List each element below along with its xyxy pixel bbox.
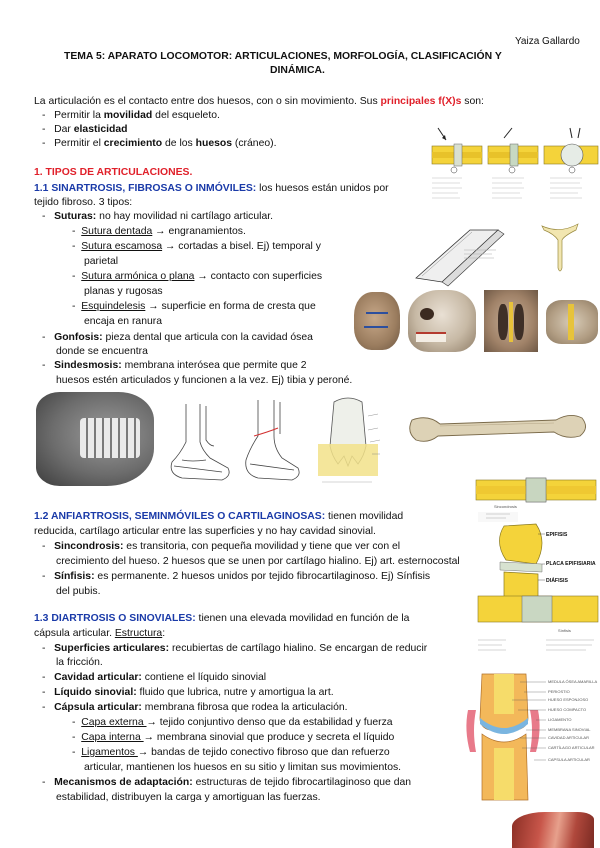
- sinartrosis-line2: tejido fibroso. 3 tipos:: [34, 197, 133, 208]
- capsula-item: - Cápsula articular: membrana fibrosa que rodea la articulación.: [42, 702, 348, 713]
- synovial-joint-diagram: [462, 674, 600, 800]
- sincondrosis-caption: Sincondrosis: [494, 504, 517, 509]
- label-hueso-compacto: HUESO COMPACTO: [548, 707, 587, 712]
- intro-item-1: - Permitir la movilidad del esqueleto.: [42, 110, 220, 121]
- intro-text: La articulación es el contacto entre dos huesos, con o sin movimiento. Sus principales f(X)s son:: [34, 96, 484, 107]
- liquido-item: - Líquido sinovial: fluido que lubrica, nutre y amortigua la art.: [42, 687, 334, 698]
- diartrosis-line1: 1.3 DIARTROSIS O SINOVIALES: tienen una elevada movilidad en función de la: [34, 613, 410, 624]
- ankle-diagram-1: [162, 402, 238, 486]
- anfiartrosis-line1: 1.2 ANFIARTROSIS, SEMINMÓVILES O CARTILAGINOSAS: tienen movilidad: [34, 511, 404, 522]
- diartrosis-line2: cápsula articular. Estructura:: [34, 628, 166, 639]
- label-periostio: PERIOSTIO: [548, 689, 570, 694]
- sphenoid-image: [546, 300, 598, 344]
- capa-externa: - Capa externa → tejido conjuntivo denso que da estabilidad y fuerza: [72, 717, 393, 728]
- skull-top-image: [354, 292, 400, 350]
- esquindelesis-cont: encaja en ranura: [84, 316, 162, 327]
- cartilage-joint-diagram: [476, 594, 600, 664]
- sincondrosis-cont: crecimiento del hueso. 2 huesos que se unen por cartílago hialino. Ej) art. esternocostal: [56, 556, 460, 567]
- ankle-diagram-2: [240, 398, 306, 486]
- sutura-escamosa: - Sutura escamosa → cortadas a bisel. Ej) temporal y: [72, 241, 321, 252]
- vomer-bone-icon: [538, 218, 582, 274]
- sinfisis-item: - Sínfisis: es permanente. 2 huesos unidos por tejido fibrocartilaginoso. Ej) Sínfisis: [42, 571, 431, 582]
- tooth-diagram: [312, 396, 384, 490]
- ligamentos-cont: articular, mantienen los huesos en su sitio y limitan sus movimientos.: [84, 762, 402, 773]
- label-cavidad: CAVIDAD ARTICULAR: [548, 735, 589, 740]
- author-name: Yaiza Gallardo: [515, 36, 580, 47]
- muscle-image: [512, 812, 594, 848]
- capa-interna: - Capa interna → membrana sinovial que produce y secreta el líquido: [72, 732, 395, 743]
- sutura-plana-cont: planas y rugosas: [84, 286, 163, 297]
- gonfosis-cont: donde se encuentra: [56, 346, 148, 357]
- page-title: TEMA 5: APARATO LOCOMOTOR: ARTICULACIONES, MORFOLOGÍA, CLASIFICACIÓN Y: [64, 51, 502, 62]
- gonfosis-item: - Gonfosis: pieza dental que articula con la cavidad ósea: [42, 332, 313, 343]
- mecanismos-item: - Mecanismos de adaptación: estructuras de tejido fibrocartilaginoso que dan: [42, 777, 412, 788]
- cavidad-item: - Cavidad articular: contiene el líquido sinovial: [42, 672, 267, 683]
- sutura-escamosa-cont: parietal: [84, 256, 119, 267]
- suture-types-diagram: [432, 126, 598, 204]
- sinfisis-caption-2: Sínfisis: [558, 628, 571, 633]
- label-hueso-esponjoso: HUESO ESPONJOSO: [548, 697, 589, 702]
- page-title-line2: DINÁMICA.: [270, 65, 325, 76]
- label-ligamento: LIGAMENTO: [548, 717, 572, 722]
- superficies-item: - Superficies articulares: recubiertas de cartílago hialino. Se encargan de reducir: [42, 643, 428, 654]
- jaw-teeth-image: [36, 392, 154, 486]
- sutura-dentada: - Sutura dentada → engranamientos.: [72, 226, 246, 237]
- ligamentos: - Ligamentos → bandas de tejido conectivo fibroso que dan refuerzo: [72, 747, 390, 758]
- nasal-cavity-image: [484, 290, 538, 352]
- sindesmosis-item: - Sindesmosis: membrana interósea que permite que 2: [42, 360, 307, 371]
- esquindelesis: - Esquindelesis → superficie en forma de cresta que: [72, 301, 316, 312]
- label-cartilago: CARTÍLAGO ARTICULAR: [548, 745, 595, 750]
- label-membrana-sinovial: MEMBRANA SINOVIAL: [548, 727, 591, 732]
- intro-item-3: - Permitir el crecimiento de los huesos (cráneo).: [42, 138, 277, 149]
- long-bone-image: [404, 410, 590, 454]
- label-medula: MEDULA ÓSEA AMARILLA: [548, 679, 598, 684]
- sinartrosis-line1: 1.1 SINARTROSIS, FIBROSAS O INMÓVILES: los huesos están unidos por: [34, 183, 389, 194]
- label-diafisis: DIÁFISIS: [546, 578, 568, 584]
- suturas-item: - Suturas: no hay movilidad ni cartílago articular.: [42, 211, 274, 222]
- skull-lateral-image: [408, 290, 476, 352]
- anfiartrosis-line2: reducida, cartílago articular entre las superficies y no hay cavidad sinovial.: [34, 526, 376, 537]
- sindesmosis-cont: huesos estén articulados y funcionen a la vez. Ej) tibia y peroné.: [56, 375, 353, 386]
- section-1-heading: 1. TIPOS DE ARTICULACIONES.: [34, 167, 193, 178]
- superficies-cont: la fricción.: [56, 657, 103, 668]
- sinfisis-cont: del pubis.: [56, 586, 101, 597]
- label-capsula: CAPSULA ARTICULAR: [548, 757, 590, 762]
- label-placa-epifisiaria: PLACA EPIFISIARIA: [546, 561, 596, 567]
- sutura-plana: - Sutura armónica o plana → contacto con superficies: [72, 271, 323, 282]
- mecanismos-cont: estabilidad, distribuyen la carga y amortiguan las fuerzas.: [56, 792, 321, 803]
- sincondrosis-item: - Sincondrosis: es transitoria, con pequeña movilidad y tiene que ver con el: [42, 541, 401, 552]
- intro-item-2: - Dar elasticidad: [42, 124, 128, 135]
- bevel-suture-diagram: [412, 216, 522, 296]
- label-epifisis: EPIFISIS: [546, 532, 568, 538]
- epiphysis-diagram: [476, 502, 600, 606]
